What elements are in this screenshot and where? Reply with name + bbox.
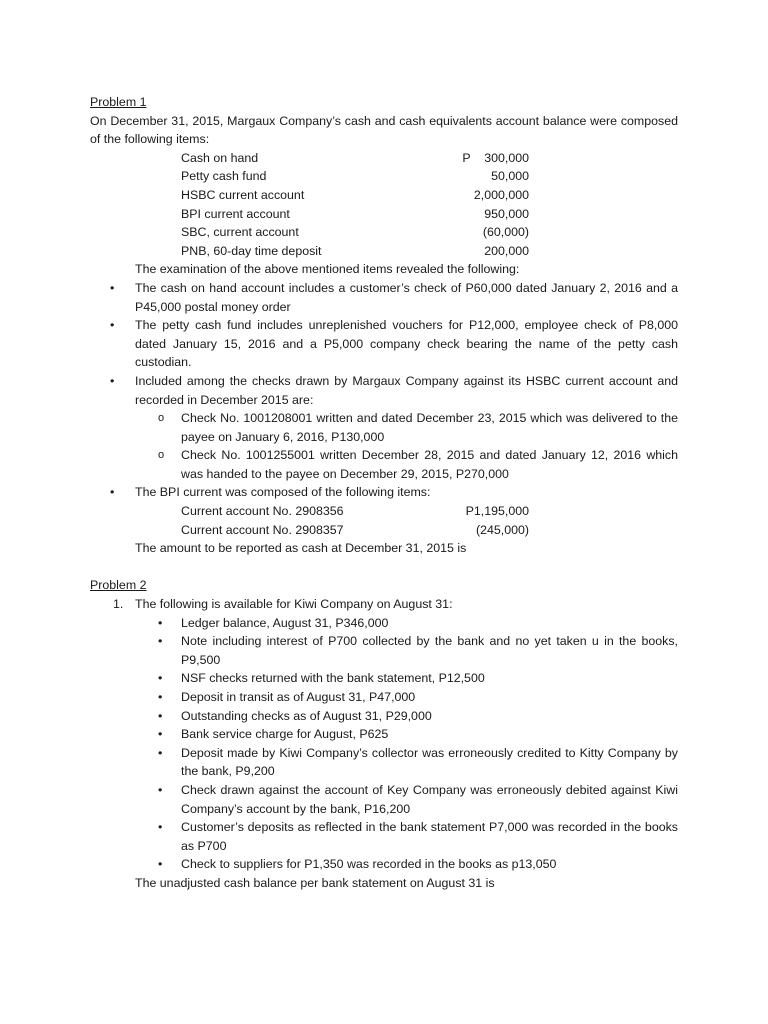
cash-item-label: HSBC current account (181, 187, 305, 202)
bpi-items-list (90, 502, 678, 539)
sub-bullet-text: Check No. 1001208001 written and dated December 23, 2015 which was delivered to the payee on January 6, 2016, P130,000 (181, 411, 678, 444)
cash-item-label: BPI current account (181, 206, 290, 221)
cash-item-row (90, 186, 678, 205)
bullet-item (90, 818, 678, 855)
problem-1-title: Problem 1 (90, 95, 147, 109)
bullet-item (90, 707, 678, 726)
numbered-item (90, 595, 678, 614)
bullet-icon: • (158, 615, 163, 630)
bullet-icon: • (158, 857, 163, 872)
problem-2-title: Problem 2 (90, 578, 147, 593)
cash-item-row (90, 205, 678, 224)
cash-item-amount: 50,000 (491, 169, 529, 184)
item-number: 1. (113, 597, 124, 612)
cash-item-row (90, 149, 678, 168)
cash-item-amount: 950,000 (484, 206, 529, 221)
circle-bullet-icon: o (158, 449, 165, 462)
cash-item-amount: (60,000) (482, 225, 529, 240)
bullet-text: NSF checks returned with the bank statement, P12,500 (181, 671, 485, 686)
bpi-item-row (90, 521, 678, 540)
bullet-text: Check drawn against the account of Key Company was erroneously debited against Kiwi Company’s account by the bank, P16,200 (181, 782, 678, 816)
bullet-text: Check to suppliers for P1,350 was recorded in the books as p13,050 (181, 857, 557, 872)
bullet-item (90, 781, 678, 818)
bullet-item (90, 688, 678, 707)
cash-item-row (90, 167, 678, 186)
bullet-item (90, 744, 678, 781)
bullet-text: Deposit in transit as of August 31, P47,000 (181, 690, 416, 704)
circle-bullet-icon: o (158, 412, 165, 425)
bullet-item (90, 279, 678, 316)
bpi-item-amount: P1,195,000 (465, 504, 529, 519)
bullet-icon: • (110, 280, 115, 295)
bullet-text: The petty cash fund includes unreplenished vouchers for P12,000, employee check of P8,000 dated January 15, 2016 and a P5,000 company check bearing the name of the petty cash custodian. (135, 318, 678, 370)
numbered-item-text: The following is available for Kiwi Company on August 31: (135, 597, 453, 612)
cash-item-label: PNB, 60-day time deposit (181, 243, 322, 258)
bullet-icon: • (158, 690, 163, 704)
bullet-item (90, 483, 678, 502)
bpi-item-amount: (245,000) (475, 522, 529, 537)
cash-items-list (90, 149, 678, 261)
cash-item-row (90, 223, 678, 242)
bullet-text: Deposit made by Kiwi Company’s collector was erroneously credited to Kitty Company by the bank, P9,200 (181, 745, 678, 779)
bullet-text: Ledger balance, August 31, P346,000 (181, 615, 389, 630)
bullet-text: Note including interest of P700 collected by the bank and no yet taken u in the books, P9,500 (181, 634, 678, 667)
cash-item-label: SBC, current account (181, 225, 299, 240)
bullet-item (90, 669, 678, 688)
cash-item-amount: P 300,000 (462, 150, 529, 165)
bullet-item (90, 632, 678, 669)
cash-item-amount: 200,000 (484, 243, 529, 258)
problem-1-intro: On December 31, 2015, Margaux Company’s cash and cash equivalents account balance were composed of the following items: (90, 113, 678, 147)
bullet-icon: • (110, 485, 115, 500)
bullet-icon: • (158, 782, 163, 797)
cash-item-row (90, 242, 678, 261)
bullet-icon: • (158, 634, 163, 649)
bullet-icon: • (110, 318, 115, 333)
bullet-icon: • (158, 820, 163, 835)
cash-item-amount: 2,000,000 (473, 187, 529, 202)
problem-2-question: The unadjusted cash balance per bank statement on August 31 is (135, 875, 495, 890)
bullet-icon: • (158, 708, 163, 723)
bullet-text: The BPI current was composed of the following items: (135, 485, 431, 500)
bullet-text: Included among the checks drawn by Margaux Company against its HSBC current account and recorded in December 2015 are: (135, 373, 678, 407)
bullet-icon: • (158, 745, 163, 760)
bullet-icon: • (110, 373, 115, 388)
bullet-item (90, 855, 678, 874)
bullet-item (90, 725, 678, 744)
cash-item-label: Petty cash fund (181, 169, 267, 184)
bullet-item (90, 316, 678, 372)
sub-bullet-item (90, 446, 678, 483)
document-page (90, 93, 678, 893)
sub-bullet-item (90, 409, 678, 446)
bpi-item-label: Current account No. 2908356 (181, 504, 344, 519)
cash-item-label: Cash on hand (181, 150, 259, 165)
examination-text: The examination of the above mentioned items revealed the following: (135, 262, 520, 277)
spacer (90, 558, 678, 577)
bullet-text: Bank service charge for August, P625 (181, 727, 389, 742)
bullet-item (90, 614, 678, 633)
bpi-item-label: Current account No. 2908357 (181, 522, 344, 537)
bullet-text: Outstanding checks as of August 31, P29,000 (181, 708, 432, 723)
problem-1-question: The amount to be reported as cash at December 31, 2015 is (135, 541, 467, 556)
bullet-icon: • (158, 671, 163, 686)
bpi-item-row (90, 502, 678, 521)
bullet-item (90, 372, 678, 409)
bullet-icon: • (158, 727, 163, 742)
sub-bullet-text: Check No. 1001255001 written December 28, 2015 and dated January 12, 2016 which was handed to the payee on December 29, 2015, P270,000 (181, 448, 678, 481)
bullet-text: The cash on hand account includes a customer’s check of P60,000 dated January 2, 2016 and a P45,000 postal money order (135, 280, 678, 314)
bullet-text: Customer’s deposits as reflected in the bank statement P7,000 was recorded in the books as P700 (181, 820, 678, 853)
